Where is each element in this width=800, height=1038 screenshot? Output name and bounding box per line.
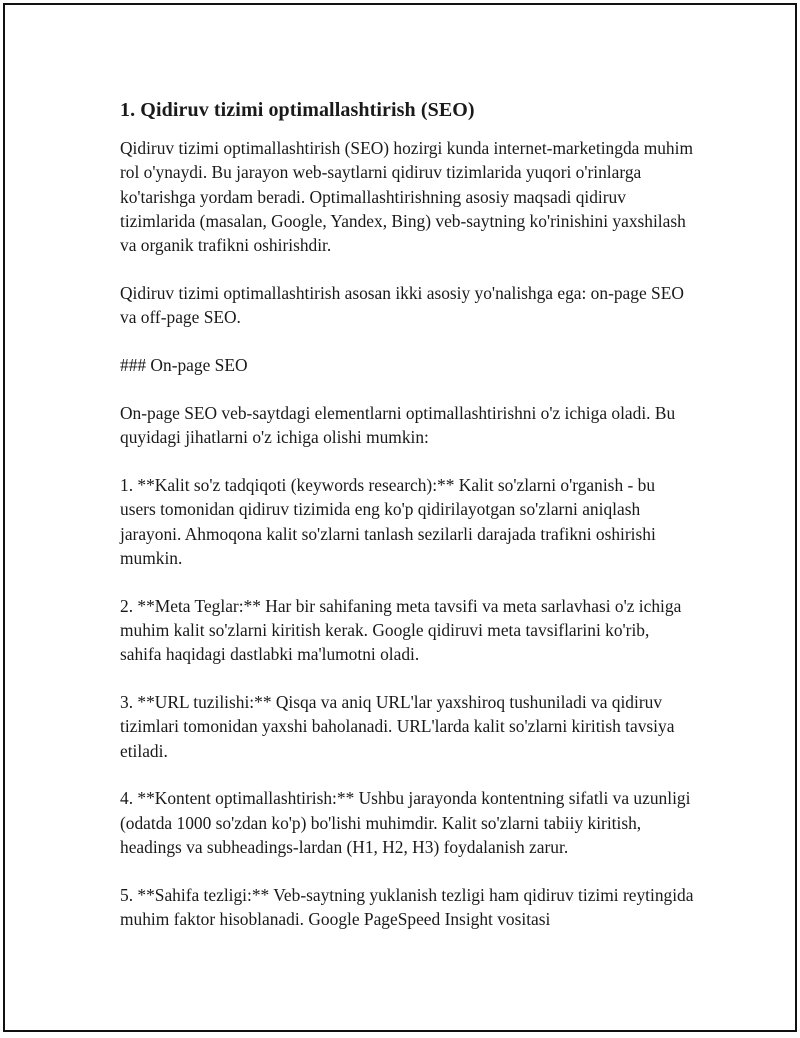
list-item-meta-tags: 2. **Meta Teglar:** Har bir sahifaning meta tavsifi va meta sarlavhasi o'z ichiga muhim kalit so'zlarni kiritish kerak. Google qidiruvi meta tavsiflarini ko'rib, sahifa haqidagi dastlabki ma'lumotni oladi. [120,595,682,665]
directions-paragraph: Qidiruv tizimi optimallashtirish asosan ikki asosiy yo'nalishga ega: on-page SEO va off-page SEO. [120,282,684,328]
list-item-url-structure: 3. **URL tuzilishi:** Qisqa va aniq URL'lar yaxshiroq tushuniladi va qidiruv tizimlari tomonidan yaxshi baholanadi. URL'larda kalit so'zlarni kiritish tavsiya etiladi. [120,692,675,761]
on-page-seo-heading: ### On-page SEO [120,355,248,376]
list-item-keywords: 1. **Kalit so'z tadqiqoti (keywords research):** Kalit so'zlarni o'rganish - bu users tomonidan qidiruv tizimida eng ko'p qidirilayotgan so'zlarni aniqlash jarayoni. Ahmoqona kalit so'zlarni tanlash sezilarli darajada trafikni oshirishi mumkin. [120,474,656,568]
list-item-page-speed: 5. **Sahifa tezligi:** Veb-saytning yuklanish tezligi ham qidiruv tizimi reytingida muhim faktor hisoblanadi. Google PageSpeed Insight vositasi [120,884,694,930]
on-page-seo-intro: On-page SEO veb-saytdagi elementlarni optimallashtirishni o'z ichiga oladi. Bu quyidagi jihatlarni o'z ichiga olishi mumkin: [120,402,676,448]
list-item-content-optimization: 4. **Kontent optimallashtirish:** Ushbu jarayonda kontentning sifatli va uzunligi (odatda 1000 so'zdan ko'p) bo'lishi muhimdir. Kalit so'zlarni tabiiy kiritish, headings va subheadings-lardan (H1, H2, H3) foydalanish zarur. [120,788,691,858]
document-body [120,97,695,955]
section-title: 1. Qidiruv tizimi optimallashtirish (SEO) [120,99,475,121]
intro-paragraph: Qidiruv tizimi optimallashtirish (SEO) hozirgi kunda internet-marketingda muhim rol o'ynaydi. Bu jarayon web-saytlarni qidiruv tizimlarida yuqori o'rinlarga ko'tarishga yordam beradi. Optimallashtirishning asosiy maqsadi qidiruv tizimlarida (masalan, Google, Yandex, Bing) veb-saytning ko'rinishini yaxshilash va organik trafikni oshirishdir. [120,138,693,256]
document-page [3,3,797,1032]
